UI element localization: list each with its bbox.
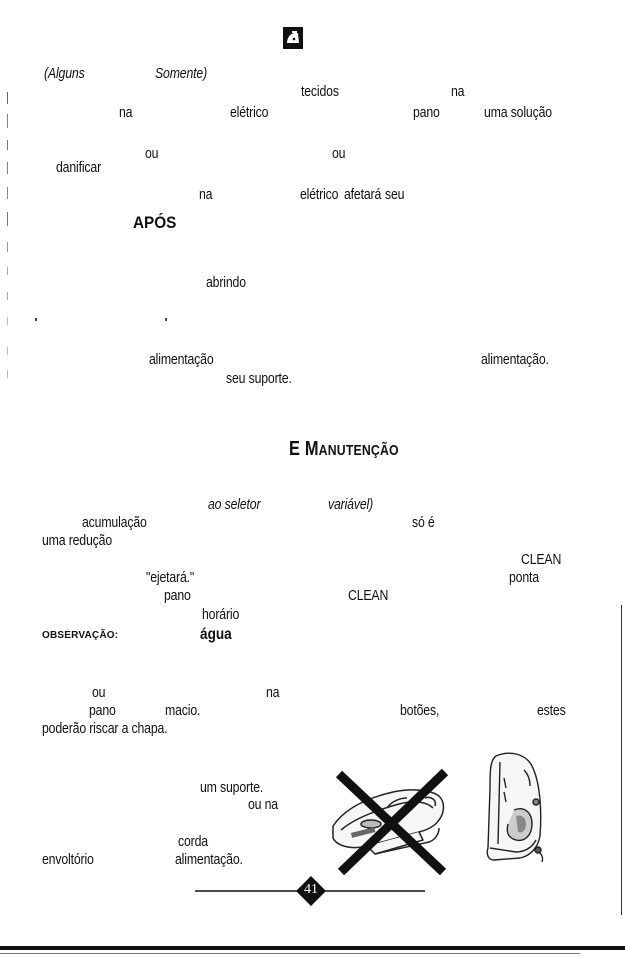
heading-m: M (304, 438, 319, 460)
speck (35, 318, 37, 321)
word-agua: água (200, 626, 232, 643)
word-poderao: poderão riscar a chapa. (42, 720, 168, 737)
word-corda: corda (178, 833, 208, 850)
word-seu: seu (385, 186, 405, 203)
word-ponta: ponta (509, 569, 539, 586)
word-so-e: só é (412, 514, 435, 531)
word-ejetara: "ejetará." (146, 569, 195, 586)
note-close: Somente) (155, 65, 208, 82)
word-seu-suporte: seu suporte. (226, 370, 292, 387)
word-variavel: variável) (328, 496, 374, 513)
word-uma-solucao: uma solução (484, 104, 552, 121)
word-clean: CLEAN (521, 551, 562, 568)
word-alimentacao: alimentação (149, 351, 214, 368)
iron-upright-illustration (480, 748, 552, 868)
word-ou: ou (145, 145, 159, 162)
word-apos: APÓS (133, 213, 177, 232)
word-danificar: danificar (56, 159, 102, 176)
right-edge-rule (621, 605, 622, 915)
page-number: 41 (304, 882, 318, 897)
word-eletrico: elétrico (230, 104, 269, 121)
word-uma-reducao: uma redução (42, 532, 112, 549)
word-pano: pano (164, 587, 191, 604)
word-um-suporte: um suporte. (200, 779, 264, 796)
margin-marks (6, 92, 9, 382)
word-na: na (119, 104, 133, 121)
bottom-rule (0, 946, 625, 950)
iron-icon (283, 27, 303, 49)
word-envoltorio: envoltório (42, 851, 94, 868)
observation-label: OBSERVAÇÃO: (42, 630, 119, 641)
word-alimentacao: alimentação. (175, 851, 243, 868)
word-pano: pano (89, 702, 116, 719)
note-open: (Alguns (44, 65, 85, 82)
word-eletrico: elétrico (300, 186, 339, 203)
word-afetara: afetará (344, 186, 382, 203)
word-macio: macio. (165, 702, 201, 719)
heading-rest: ANUTENÇÃO (318, 442, 399, 459)
heading-e: E (289, 438, 301, 460)
word-botoes: botões, (400, 702, 440, 719)
word-ou-na: ou na (248, 796, 278, 813)
iron-flat-crossed-illustration (327, 768, 455, 875)
speck (165, 318, 167, 321)
word-pano: pano (413, 104, 440, 121)
word-alimentacao: alimentação. (481, 351, 549, 368)
word-ou: ou (332, 145, 346, 162)
word-na: na (199, 186, 213, 203)
word-tecidos: tecidos (301, 83, 339, 100)
page-number-ornament (195, 876, 425, 906)
word-na: na (451, 83, 465, 100)
word-horario: horário (202, 606, 240, 623)
word-abrindo: abrindo (206, 274, 246, 291)
section-heading (289, 438, 399, 462)
word-clean: CLEAN (348, 587, 389, 604)
word-estes: estes (537, 702, 566, 719)
bottom-rule-thin (0, 953, 580, 954)
word-acumulacao: acumulação (82, 514, 147, 531)
word-ao-seletor: ao seletor (208, 496, 261, 513)
word-ou: ou (92, 684, 106, 701)
word-na: na (266, 684, 280, 701)
